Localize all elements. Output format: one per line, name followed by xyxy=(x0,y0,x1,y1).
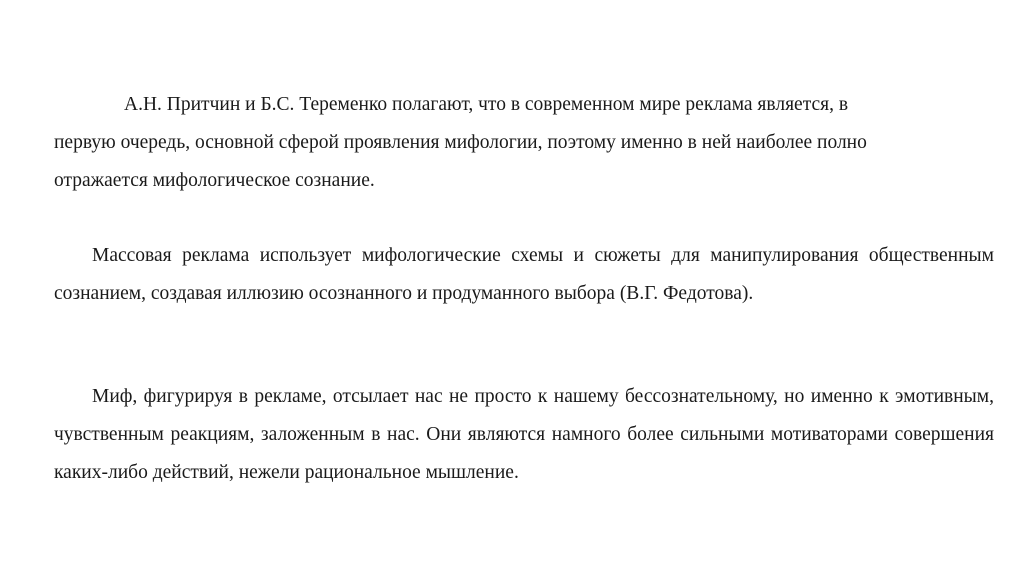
paragraph-1-line-3: отражается мифологическое сознание. xyxy=(54,170,375,191)
paragraph-pritchin-teremenko xyxy=(54,86,994,200)
paragraph-myth-in-advertising: Миф, фигурируя в рекламе, отсылает нас не просто к нашему бессознательному, но именно к эмотивным, чувственным реакциям, заложенным в нас. Они являются намного более сильными мотиваторами совершения каких-либо действий, нежели рациональное мышление. xyxy=(54,386,994,483)
paragraph-1-line-1: А.Н. Притчин и Б.С. Теременко полагают, что в современном мире реклама является, в xyxy=(124,94,849,115)
paragraph-mass-advertising: Массовая реклама использует мифологические схемы и сюжеты для манипулирования общественным сознанием, создавая иллюзию осознанного и продуманного выбора (В.Г. Федотова). xyxy=(54,245,994,304)
paragraph-1-line-2: первую очередь, основной сферой проявления мифологии, поэтому именно в ней наиболее полно xyxy=(54,132,867,153)
